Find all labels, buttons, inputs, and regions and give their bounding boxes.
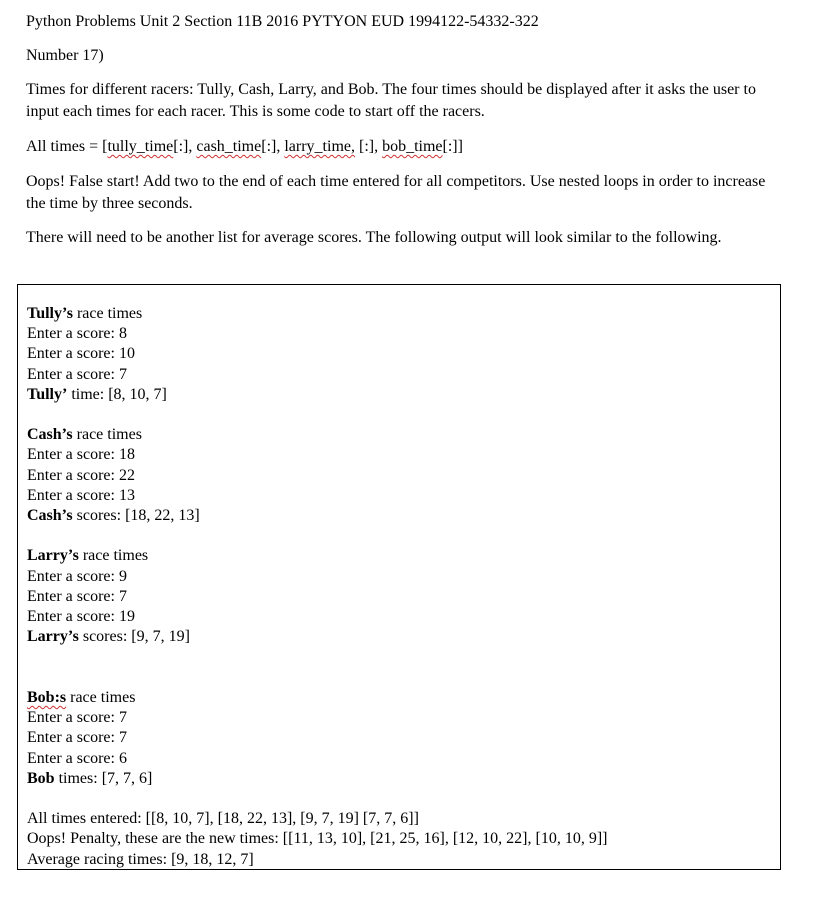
code-larry: larry_time, <box>284 138 355 155</box>
code-slice: [:], <box>173 138 197 155</box>
bob-result: Bob times: [7, 7, 6] <box>27 770 153 787</box>
cash-input-3: Enter a score: 13 <box>27 487 135 504</box>
average-line: Average racing times: [9, 18, 12, 7] <box>27 851 254 868</box>
document-title: Python Problems Unit 2 Section 11B 2016 PYTYON EUD 1994122-54332-322 <box>26 13 539 30</box>
cash-heading: Cash’s race times <box>27 426 142 443</box>
problem-number: Number 17) <box>26 47 104 64</box>
bob-input-3: Enter a score: 6 <box>27 750 127 767</box>
larry-result: Larry’s scores: [9, 7, 19] <box>27 628 190 645</box>
tully-heading: Tully’s race times <box>27 305 143 322</box>
false-start-paragraph: Oops! False start! Add two to the end of each time entered for all competitors. Use nested loops in order to increase the time by three seconds. <box>26 173 766 212</box>
code-line <box>26 136 786 158</box>
larry-input-3: Enter a score: 19 <box>27 608 135 625</box>
intro-paragraph: Times for different racers: Tully, Cash, Larry, and Bob. The four times should be displayed after it asks the user to input each times for each racer. This is some code to start off the racers. <box>26 81 756 120</box>
code-slice: [:], <box>261 138 285 155</box>
tully-input-3: Enter a score: 7 <box>27 366 127 383</box>
code-slice: [:], <box>354 138 383 155</box>
tully-result: Tully’ time: [8, 10, 7] <box>27 386 167 403</box>
bob-input-2: Enter a score: 7 <box>27 729 127 746</box>
code-cash: cash_time <box>196 138 262 155</box>
bob-input-1: Enter a score: 7 <box>27 709 127 726</box>
cash-input-1: Enter a score: 18 <box>27 446 135 463</box>
penalty-line: Oops! Penalty, these are the new times: [[11, 13, 10], [21, 25, 16], [12, 10, 22], [10, 10, 9]] <box>27 830 608 847</box>
tully-input-1: Enter a score: 8 <box>27 325 127 342</box>
larry-input-1: Enter a score: 9 <box>27 568 127 585</box>
code-prefix: All times = [ <box>26 138 108 155</box>
larry-heading: Larry’s race times <box>27 547 149 564</box>
code-bob: bob_time <box>382 138 443 155</box>
larry-input-2: Enter a score: 7 <box>27 588 127 605</box>
average-paragraph: There will need to be another list for average scores. The following output will look similar to the following. <box>26 229 722 246</box>
cash-input-2: Enter a score: 22 <box>27 467 135 484</box>
cash-result: Cash’s scores: [18, 22, 13] <box>27 507 200 524</box>
code-tully: tully_time <box>107 138 174 155</box>
tully-input-2: Enter a score: 10 <box>27 345 135 362</box>
code-suffix: [:]] <box>442 138 463 155</box>
bob-heading: Bob:s race times <box>27 689 136 706</box>
all-times-line: All times entered: [[8, 10, 7], [18, 22, 13], [9, 7, 19] [7, 7, 6]] <box>27 810 419 827</box>
sample-output-box <box>17 284 781 870</box>
